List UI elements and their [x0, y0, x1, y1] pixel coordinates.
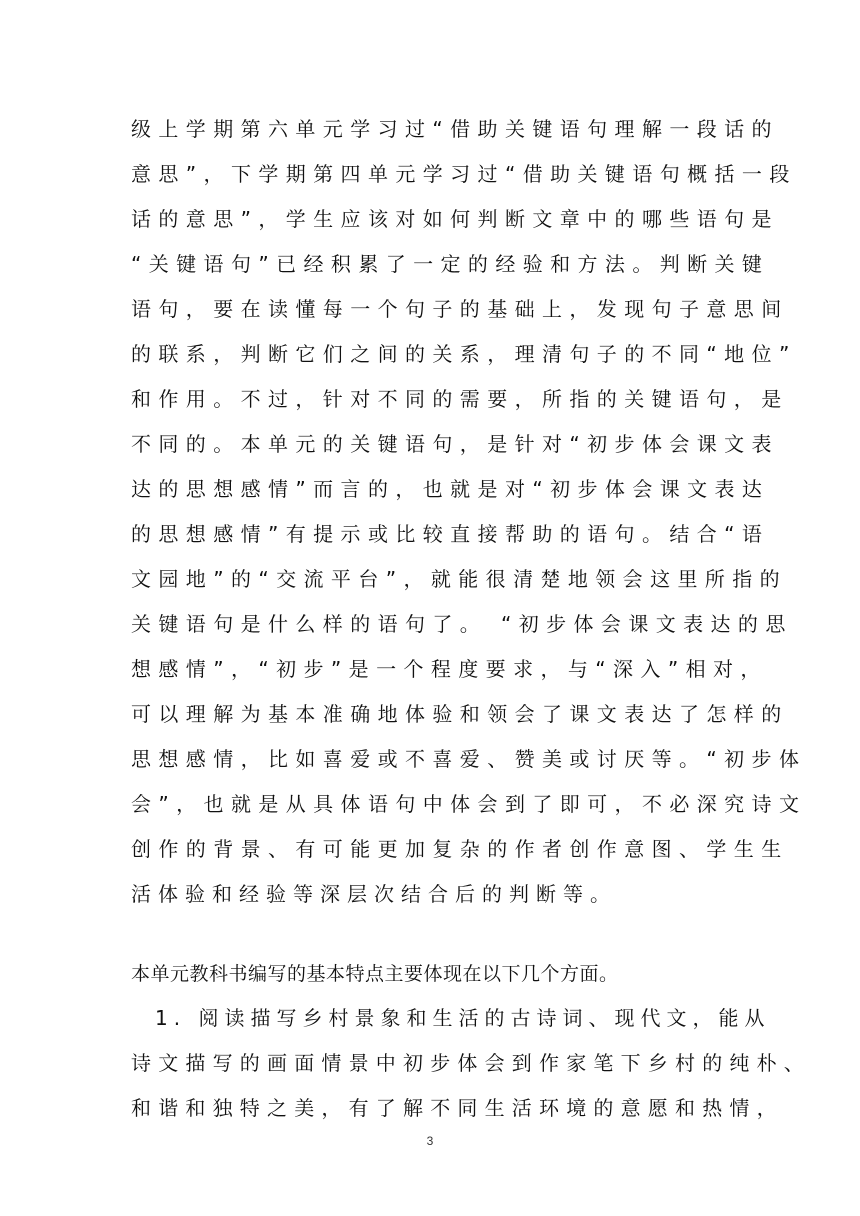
paragraph-line: 关键语句是什么样的语句了。 “初步体会课文表达的思	[131, 612, 793, 636]
paragraph-line: 思想感情，比如喜爱或不喜爱、赞美或讨厌等。“初步体	[131, 747, 807, 771]
paragraph-line: 活体验和经验等深层次结合后的判断等。	[131, 882, 617, 906]
paragraph-line: 的思想感情”有提示或比较直接帮助的语句。结合“语	[131, 522, 770, 546]
paragraph-line: “关键语句”已经积累了一定的经验和方法。判断关键	[131, 252, 770, 276]
list-item-line: 诗文描写的画面情景中初步体会到作家笔下乡村的纯朴、	[131, 1051, 811, 1075]
body-paragraph	[131, 107, 807, 917]
paragraph-line: 创作的背景、有可能更加复杂的作者创作意图、学生生	[131, 837, 789, 861]
paragraph-line: 达的思想感情”而言的，也就是对“初步体会课文表达	[131, 477, 770, 501]
paragraph-line: 和作用。不过，针对不同的需要，所指的关键语句，是	[131, 387, 789, 411]
paragraph-line: 可以理解为基本准确地体验和领会了课文表达了怎样的	[131, 702, 789, 726]
section-intro: 本单元教科书编写的基本特点主要体现在以下几个方面。	[131, 963, 619, 985]
paragraph-line: 会”，也就是从具体语句中体会到了即可，不必深究诗文	[131, 792, 807, 816]
paragraph-line: 话的意思”，学生应该对如何判断文章中的哪些语句是	[131, 207, 779, 231]
paragraph-line: 的联系，判断它们之间的关系，理清句子的不同“地位”	[131, 342, 797, 366]
features-section	[131, 952, 811, 1131]
paragraph-line: 级上学期第六单元学习过“借助关键语句理解一段话的	[131, 117, 779, 141]
paragraph-line: 想感情”，“初步”是一个程度要求，与“深入”相对，	[131, 657, 768, 681]
list-item-line: 和谐和独特之美，有了解不同生活环境的意愿和热情，	[131, 1096, 784, 1120]
list-item-line: 1. 阅读描写乡村景象和生活的古诗词、现代文，能从	[155, 1006, 771, 1030]
paragraph-line: 意思”，下学期第四单元学习过“借助关键语句概括一段	[131, 162, 797, 186]
paragraph-line: 文园地”的“交流平台”，就能很清楚地领会这里所指的	[131, 567, 788, 591]
page-number: 3	[426, 1134, 434, 1148]
paragraph-line: 不同的。本单元的关键语句，是针对“初步体会课文表	[131, 432, 779, 456]
paragraph-line: 语句，要在读懂每一个句子的基础上，发现句子意思间	[131, 297, 789, 321]
